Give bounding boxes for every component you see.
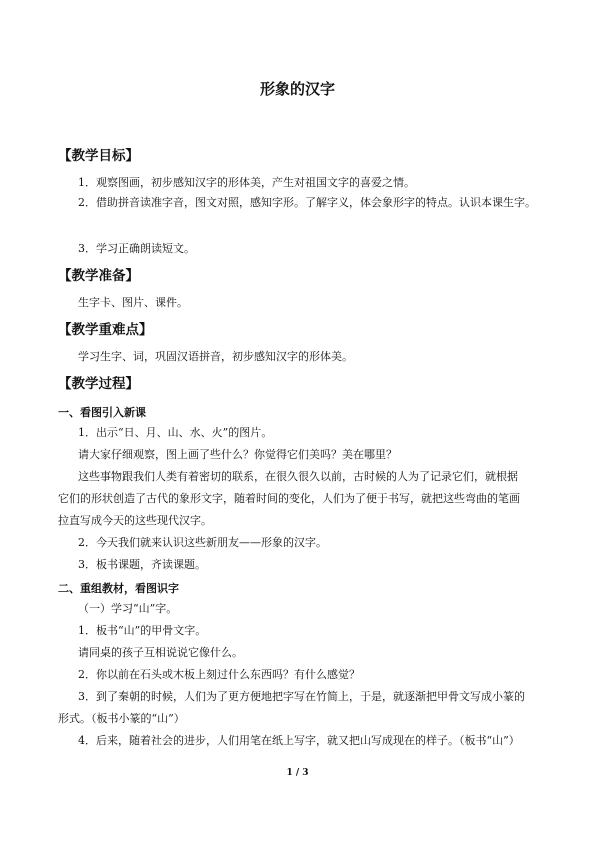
part1-line-1: 1．出示“日、月、山、水、火”的图片。	[78, 426, 273, 439]
page-title: 形象的汉字	[259, 80, 335, 98]
section-heading-process: 【教学过程】	[58, 376, 139, 392]
part2-line-4: 2．你以前在石头或木板上刻过什么东西吗？有什么感觉？	[78, 668, 360, 681]
part2-heading: 二、重组教材，看图识字	[58, 582, 179, 595]
part2-line-6: 4．后来，随着社会的进步，人们用笔在纸上写字，就又把山写成现在的样子。（板书“山”）	[78, 734, 520, 747]
page-number: 1 / 3	[286, 768, 309, 778]
part2-line-3: 请同桌的孩子互相说说它像什么。	[78, 646, 243, 659]
part1-heading: 一、看图引入新课	[58, 406, 146, 419]
part1-line-4: 2．今天我们就来认识这些新朋友——形象的汉字。	[78, 536, 327, 549]
goal-item-3: 3．学习正确朗读短文。	[78, 242, 195, 255]
part2-line-5: 3．到了秦朝的时候，人们为了更方便地把字写在竹简上，于是，就逐渐把甲骨文写成小篆的形式。（板书小篆的“山”）	[58, 690, 525, 725]
part1-line-5: 3．板书课题，齐读课题。	[78, 558, 206, 571]
part2-line-2: 1．板书“山”的甲骨文字。	[78, 624, 207, 637]
prep-text: 生字卡、图片、课件。	[78, 296, 188, 309]
goal-item-1: 1．观察图画，初步感知汉字的形体美，产生对祖国文字的喜爱之情。	[78, 176, 415, 189]
part1-line-2: 请大家仔细观察，图上画了些什么？你觉得它们美吗？美在哪里？	[78, 448, 397, 461]
section-heading-prep: 【教学准备】	[58, 268, 139, 284]
part2-line-1: （一）学习“山”字。	[78, 602, 178, 615]
goal-item-2: 2．借助拼音读准字音，图文对照，感知字形。了解字义，体会象形字的特点。认识本课生字。	[78, 196, 536, 209]
section-heading-key: 【教学重难点】	[58, 322, 153, 338]
key-text: 学习生字、词，巩固汉语拼音，初步感知汉字的形体美。	[78, 350, 353, 363]
section-heading-goals: 【教学目标】	[58, 148, 139, 164]
part1-line-3: 这些事物跟我们人类有着密切的联系，在很久很久以前，古时候的人为了记录它们，就根据它们的形状创造了古代的象形文字，随着时间的变化，人们为了便于书写，就把这些弯曲的笔画拉直写成今天的这些现代汉字。	[58, 470, 520, 527]
